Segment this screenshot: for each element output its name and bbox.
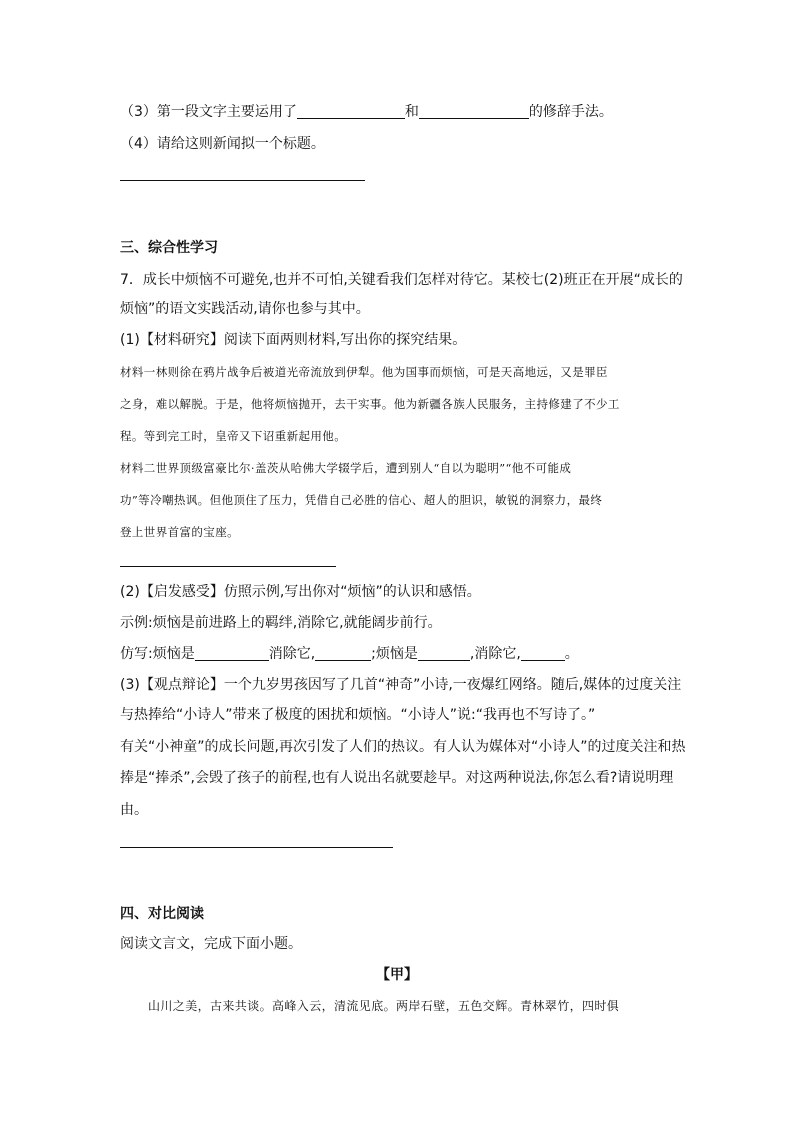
q7-part3-line: 与热捧给“小诗人”带来了极度的困扰和烦恼。“小诗人”说:“我再也不写诗了。” bbox=[120, 707, 596, 723]
answer-blank[interactable] bbox=[315, 646, 371, 661]
q7-part3-line: 有关“小神童”的成长问题,再次引发了人们的热议。有人认为媒体对“小诗人”的过度关注和热 bbox=[120, 739, 686, 755]
q3-suffix: 的修辞手法。 bbox=[528, 104, 613, 120]
q3-prefix: （3）第一段文字主要运用了 bbox=[120, 104, 297, 120]
jia-title: 【甲】 bbox=[376, 967, 418, 983]
material1-line: 之身，难以解脱。于是，他将烦恼抛开，去干实事。他为新疆各族人民服务，主持修建了不少工 bbox=[120, 397, 620, 411]
answer-line[interactable] bbox=[120, 566, 336, 567]
jia-text: 山川之美，古来共谈。高峰入云，清流见底。两岸石壁，五色交辉。青林翠竹，四时俱 bbox=[148, 999, 620, 1013]
material2-line: 功”等冷嘲热讽。但他顶住了压力，凭借自己必胜的信心、超人的胆识，敏锐的洞察力，最终 bbox=[120, 493, 603, 507]
material1-line: 程。等到完工时，皇帝又下诏重新起用他。 bbox=[120, 429, 347, 443]
section-3-title: 三、综合性学习 bbox=[120, 240, 218, 256]
section-4-intro: 阅读文言文，完成下面小题。 bbox=[120, 936, 302, 952]
q7-part2: (2)【启发感受】仿照示例,写出你对“烦恼”的认识和感悟。 bbox=[120, 584, 481, 600]
imitate-c: ;烦恼是 bbox=[371, 646, 418, 662]
q3-mid: 和 bbox=[404, 104, 419, 120]
answer-blank[interactable] bbox=[418, 646, 470, 661]
answer-blank[interactable] bbox=[521, 646, 565, 661]
q7-part3-line: 捧是“捧杀”,会毁了孩子的前程,也有人说出名就要趁早。对这两种说法,你怎么看?请说明理 bbox=[120, 770, 674, 786]
imitate-a: 仿写:烦恼是 bbox=[120, 646, 195, 662]
q7-example: 示例:烦恼是前进路上的羁绊,消除它,就能阔步前行。 bbox=[120, 615, 442, 631]
answer-blank[interactable] bbox=[297, 104, 405, 119]
imitate-e: 。 bbox=[564, 646, 579, 662]
imitate-d: ,消除它, bbox=[469, 646, 521, 662]
q7-imitate bbox=[120, 644, 579, 664]
material1-line: 材料一林则徐在鸦片战争后被道光帝流放到伊犁。他为国事而烦恼，可是天高地远，又是罪臣 bbox=[120, 365, 608, 379]
q7-part3-line: (3)【观点辩论】一个九岁男孩因写了几首“神奇”小诗,一夜爆红网络。随后,媒体的过度关注 bbox=[120, 677, 682, 693]
q7-line2: 烦恼”的语文实践活动,请你也参与其中。 bbox=[120, 301, 370, 317]
material2-line: 材料二世界顶级富豪比尔·盖茨从哈佛大学辍学后，遭到别人“自以为聪明”“他不可能成 bbox=[120, 461, 572, 475]
imitate-b: 消除它, bbox=[268, 646, 316, 662]
q7-part1: (1)【材料研究】阅读下面两则材料,写出你的探究结果。 bbox=[120, 332, 467, 348]
material2-line: 登上世界首富的宝座。 bbox=[120, 525, 239, 539]
q7-part3-line: 由。 bbox=[120, 802, 148, 818]
answer-line[interactable] bbox=[120, 180, 365, 181]
section-4-title: 四、对比阅读 bbox=[120, 906, 204, 922]
q7-line1: 7．成长中烦恼不可避免,也并不可怕,关键看我们怎样对待它。某校七(2)班正在开展“成长的 bbox=[120, 272, 683, 288]
answer-blank[interactable] bbox=[195, 646, 269, 661]
answer-line[interactable] bbox=[120, 847, 393, 848]
question-3 bbox=[120, 102, 613, 122]
question-4: （4）请给这则新闻拟一个标题。 bbox=[120, 136, 325, 152]
answer-blank[interactable] bbox=[419, 104, 529, 119]
